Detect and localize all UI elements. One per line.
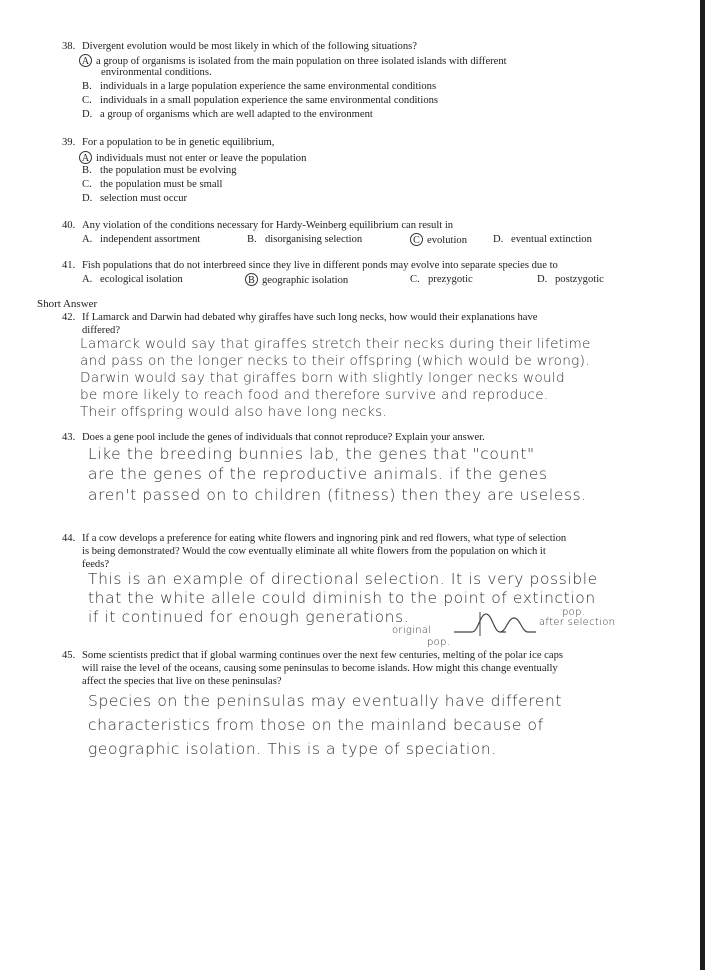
question-text: Divergent evolution would be most likely in which of the following situations? bbox=[82, 41, 417, 52]
handwritten-answer-line: characteristics from those on the mainland because of bbox=[88, 716, 544, 734]
question-44-continued: feeds? bbox=[82, 559, 110, 570]
sketch-after-label: after selection bbox=[539, 617, 616, 628]
handwritten-answer-line: that the white allele could diminish to the point of extinction bbox=[88, 589, 596, 607]
question-text: Fish populations that do not interbreed since they live in different ponds may evolve into separate species due to bbox=[82, 260, 558, 271]
question-45 bbox=[62, 650, 563, 663]
option-text: disorganising selection bbox=[265, 234, 363, 245]
scan-edge bbox=[700, 0, 705, 970]
option-letter: B. bbox=[247, 234, 257, 245]
question-number: 45. bbox=[62, 650, 76, 661]
distribution-sketch bbox=[450, 610, 540, 640]
q38-option-d bbox=[82, 109, 373, 122]
option-text: evolution bbox=[427, 235, 468, 246]
question-41 bbox=[62, 260, 558, 273]
q38-option-b bbox=[82, 81, 436, 94]
q41-option-d bbox=[537, 274, 604, 287]
circled-answer: C bbox=[410, 233, 423, 246]
question-45-continued: affect the species that live on these peninsulas? bbox=[82, 676, 282, 687]
option-text: geographic isolation bbox=[262, 275, 349, 286]
handwritten-answer-line: This is an example of directional selection. It is very possible bbox=[88, 570, 598, 588]
option-text: individuals must not enter or leave the population bbox=[96, 153, 307, 164]
question-44 bbox=[62, 533, 566, 546]
q40-option-a bbox=[82, 234, 200, 247]
option-letter: D. bbox=[493, 234, 504, 245]
q41-option-c bbox=[410, 274, 473, 287]
q38-option-a-continued: environmental conditions. bbox=[101, 67, 212, 78]
question-40 bbox=[62, 220, 453, 233]
option-letter: A. bbox=[82, 274, 93, 285]
question-number: 38. bbox=[62, 41, 76, 52]
option-letter: C. bbox=[82, 179, 92, 190]
handwritten-answer-line: Like the breeding bunnies lab, the genes that "count" bbox=[88, 445, 535, 463]
handwritten-answer-line: Darwin would say that giraffes born with slightly longer necks would bbox=[80, 370, 565, 386]
option-text: ecological isolation bbox=[100, 274, 183, 285]
option-text: postzygotic bbox=[555, 274, 604, 285]
q39-option-b bbox=[82, 165, 237, 178]
option-text: the population must be evolving bbox=[100, 165, 237, 176]
handwritten-answer-line: be more likely to reach food and therefore survive and reproduce. bbox=[80, 387, 549, 403]
option-letter: B. bbox=[82, 165, 92, 176]
q39-option-a bbox=[79, 151, 306, 166]
sketch-pop-label: pop. bbox=[427, 637, 451, 648]
q39-option-d bbox=[82, 193, 187, 206]
option-letter: A. bbox=[82, 234, 93, 245]
q40-option-d bbox=[493, 234, 592, 247]
option-letter: D. bbox=[537, 274, 548, 285]
q41-option-b bbox=[245, 273, 348, 288]
option-text: prezygotic bbox=[428, 274, 473, 285]
handwritten-answer-line: Lamarck would say that giraffes stretch their necks during their lifetime bbox=[80, 336, 591, 352]
option-letter: C. bbox=[82, 95, 92, 106]
option-text: individuals in a small population experience the same environmental conditions bbox=[100, 95, 439, 106]
q39-option-c bbox=[82, 179, 222, 192]
question-38 bbox=[62, 41, 417, 54]
option-letter: C. bbox=[410, 274, 420, 285]
section-heading: Short Answer bbox=[37, 298, 98, 310]
question-44-continued: is being demonstrated? Would the cow eventually eliminate all white flowers from the population on which it bbox=[82, 546, 546, 557]
handwritten-answer-line: Their offspring would also have long necks. bbox=[80, 404, 388, 420]
option-letter: B. bbox=[82, 81, 92, 92]
option-text: independent assortment bbox=[100, 234, 201, 245]
option-text: a group of organisms which are well adapted to the environment bbox=[100, 109, 373, 120]
handwritten-answer-line: Species on the peninsulas may eventually have different bbox=[88, 692, 563, 710]
q40-option-b bbox=[247, 234, 362, 247]
q40-option-c bbox=[410, 233, 467, 248]
question-number: 41. bbox=[62, 260, 76, 271]
question-text: Does a gene pool include the genes of individuals that connot reproduce? Explain your answer. bbox=[82, 432, 485, 443]
option-letter: D. bbox=[82, 109, 93, 120]
handwritten-answer-line: are the genes of the reproductive animals. if the genes bbox=[88, 465, 548, 483]
q38-option-c bbox=[82, 95, 438, 108]
option-text: selection must occur bbox=[100, 193, 188, 204]
question-number: 44. bbox=[62, 533, 76, 544]
circled-answer: A bbox=[79, 151, 92, 164]
question-text: If a cow develops a preference for eating white flowers and ingnoring pink and red flowers, what type of selection bbox=[82, 533, 567, 544]
question-42-continued: differed? bbox=[82, 325, 121, 336]
question-text: If Lamarck and Darwin had debated why giraffes have such long necks, how would their explanations have bbox=[82, 312, 538, 323]
option-text: a group of organisms is isolated from the main population on three isolated islands with different bbox=[96, 56, 507, 67]
question-text: Some scientists predict that if global warming continues over the next few centuries, melting of the polar ice caps bbox=[82, 650, 563, 661]
question-number: 42. bbox=[62, 312, 76, 323]
handwritten-answer-line: geographic isolation. This is a type of speciation. bbox=[88, 740, 497, 758]
option-text: individuals in a large population experience the same environmental conditions bbox=[100, 81, 437, 92]
question-39 bbox=[62, 137, 274, 150]
question-42 bbox=[62, 312, 537, 325]
q41-option-a bbox=[82, 274, 183, 287]
question-text: For a population to be in genetic equilibrium, bbox=[82, 137, 275, 148]
question-45-continued: will raise the level of the oceans, causing some peninsulas to become islands. How might this change eventually bbox=[82, 663, 558, 674]
sketch-original-label: original bbox=[392, 625, 432, 636]
question-text: Any violation of the conditions necessary for Hardy-Weinberg equilibrium can result in bbox=[82, 220, 454, 231]
question-number: 43. bbox=[62, 432, 76, 443]
sketch-pop-label: pop. bbox=[562, 607, 586, 618]
question-number: 39. bbox=[62, 137, 76, 148]
option-text: the population must be small bbox=[100, 179, 223, 190]
circled-answer: A bbox=[79, 54, 92, 67]
circled-answer: B bbox=[245, 273, 258, 286]
handwritten-answer-line: and pass on the longer necks to their offspring (which would be wrong). bbox=[80, 353, 590, 369]
option-text: eventual extinction bbox=[511, 234, 592, 245]
handwritten-answer-line: if it continued for enough generations. bbox=[88, 608, 410, 626]
handwritten-answer-line: aren't passed on to children (fitness) then they are useless. bbox=[88, 486, 587, 504]
question-43 bbox=[62, 432, 485, 445]
option-letter: D. bbox=[82, 193, 93, 204]
question-number: 40. bbox=[62, 220, 76, 231]
